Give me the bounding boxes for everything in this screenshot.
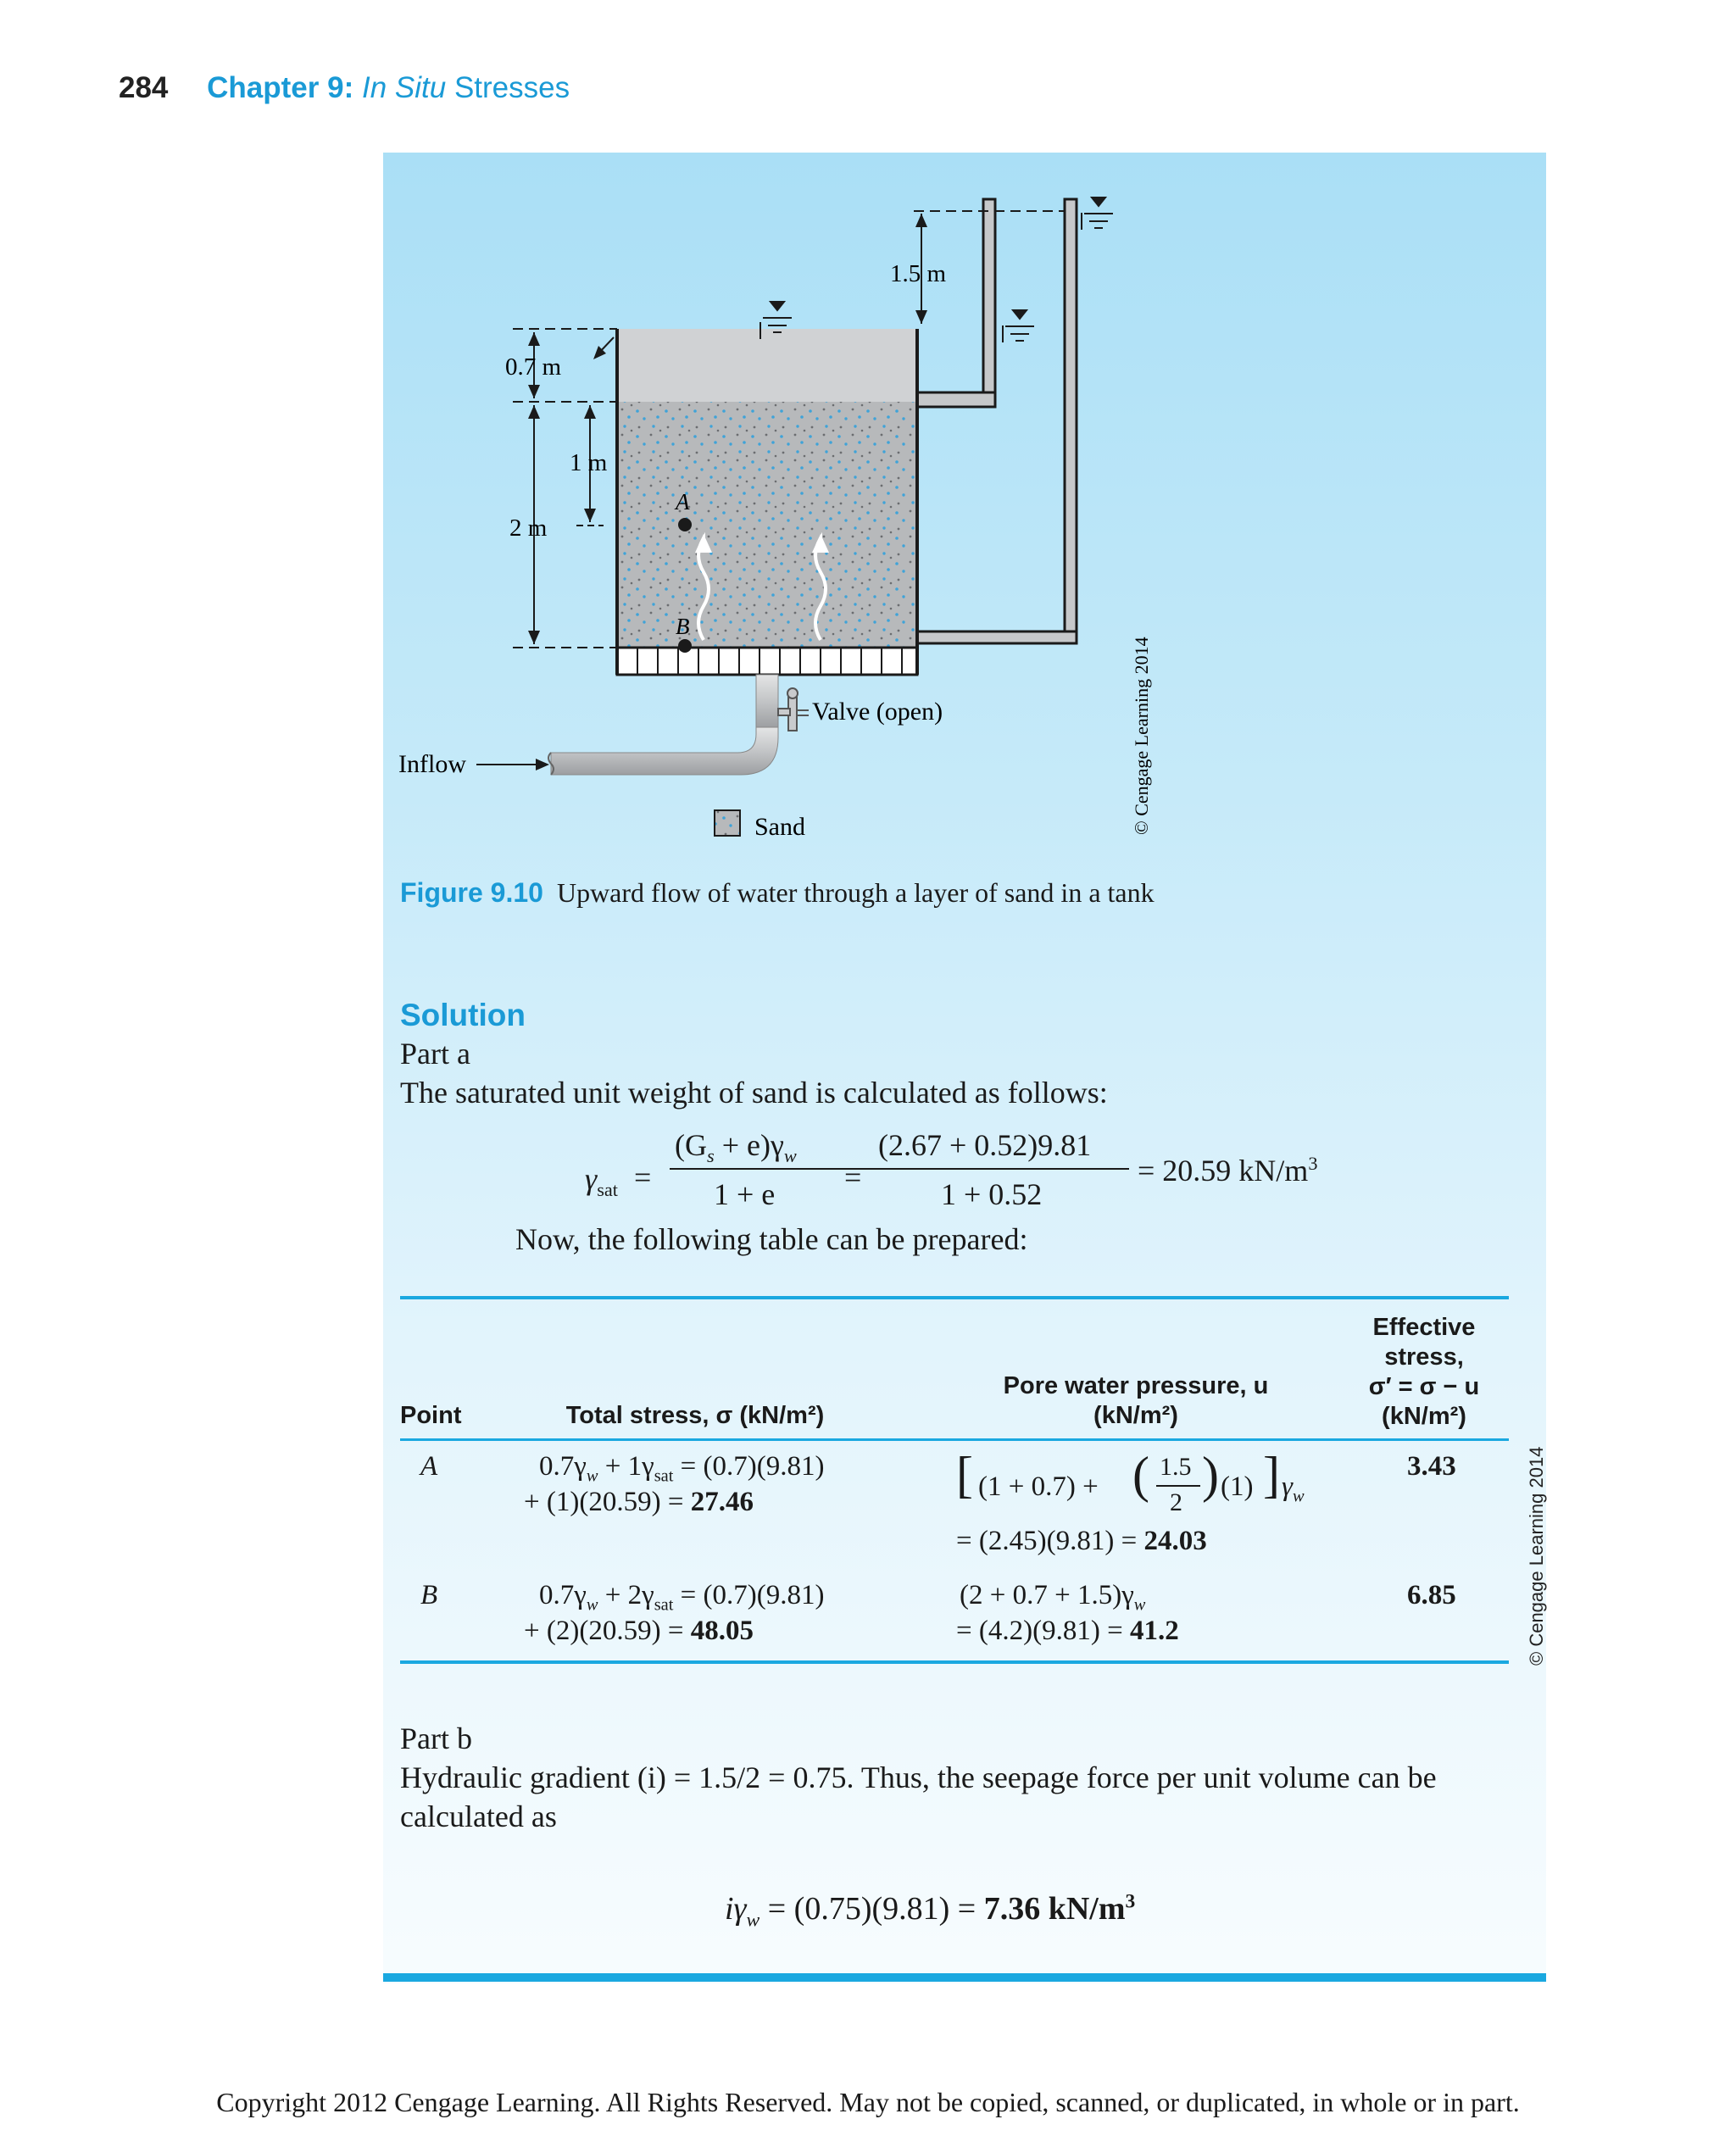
row-a-effective: 3.43: [1407, 1451, 1456, 1482]
page-number: 284: [119, 71, 169, 104]
point-b-dot: [678, 639, 692, 653]
inflow-pipe: [551, 727, 778, 775]
copyright-footer: Copyright 2012 Cengage Learning. All Rights Reserved. May not be copied, scanned, or duplicated, in whole or in part.: [216, 2087, 1520, 2117]
tank-water: [617, 329, 917, 402]
part-b-line1: Hydraulic gradient (i) = 1.5/2 = 0.75. Thus, the seepage force per unit volume can be: [400, 1760, 1437, 1794]
figure-caption: [400, 877, 1155, 909]
row-b-total-2: + (2)(20.59) = 48.05: [524, 1616, 754, 1646]
table-credit: © Cengage Learning 2014: [1526, 1446, 1547, 1666]
inflow-label: Inflow: [398, 750, 466, 778]
part-b-label: Part b: [400, 1721, 472, 1755]
eq-frac1-den: 1 + e: [714, 1177, 776, 1211]
piezometer-arm: [917, 392, 995, 407]
table-header-rule: [400, 1438, 1509, 1441]
water-level-icon: [1082, 197, 1113, 230]
equation-unit-weight: [585, 1127, 1399, 1221]
point-a-dot: [678, 518, 692, 531]
inflow-arrowhead: [536, 759, 549, 770]
figure-caption-text: Upward flow of water through a layer of sand in a tank: [556, 877, 1155, 908]
th-point: Point: [400, 1402, 462, 1429]
valve-stem: [756, 675, 778, 727]
screen: [617, 648, 917, 675]
row-b-point: B: [420, 1580, 438, 1610]
chapter-rest: Stresses: [453, 71, 570, 104]
chapter-prefix: Chapter 9:: [207, 71, 354, 104]
th-pore: Pore water pressure, u (kN/m²): [1003, 1372, 1269, 1429]
row-a-total-2: + (1)(20.59) = 27.46: [524, 1487, 754, 1517]
water-level-icon: [1003, 310, 1034, 342]
panel-bottom-rule: [383, 1973, 1546, 1982]
row-b-pore-1: $(2 + 0.7 + 1.5)\gamma_w$: [960, 1580, 1146, 1615]
point-a-label: A: [676, 489, 690, 515]
eq-frac2-num: (2.67 + 0.52)9.81: [878, 1128, 1092, 1162]
dim-15-label: 1.5 m: [890, 260, 947, 287]
part-a-label: Part a: [400, 1037, 470, 1071]
eq-frac2-den: 1 + 0.52: [941, 1177, 1043, 1211]
table-top-rule: [400, 1296, 1509, 1299]
valve-icon: [778, 688, 809, 731]
th-effective: Effective stress, σ′ = σ − u (kN/m²): [1368, 1314, 1480, 1430]
intro-text: The saturated unit weight of sand is calculated as follows:: [400, 1076, 1108, 1110]
figure-9-10: [0, 0, 1736, 865]
eq-frac1-bar: [670, 1168, 899, 1170]
part-b-line2: calculated as: [400, 1799, 557, 1833]
row-a-pore-2: = (2.45)(9.81) = 24.03: [956, 1526, 1207, 1556]
eq-lhs: $\gamma_{sat}$: [585, 1162, 618, 1201]
table-intro: Now, the following table can be prepared:: [515, 1222, 1028, 1256]
row-b-pore-2: = (4.2)(9.81) = 41.2: [956, 1616, 1179, 1646]
dim-1-label: 1 m: [570, 449, 608, 476]
row-a-point: A: [420, 1451, 438, 1482]
eq-frac1-num: $(G_s + e)\gamma_w$: [675, 1128, 797, 1167]
point-b-label: B: [676, 614, 690, 639]
tank-sand: [617, 402, 917, 648]
row-b-total-1: $0.7\gamma_w + 2\gamma_{sat} = (0.7)(9.81)$: [539, 1580, 825, 1615]
row-a-total-1: $0.7\gamma_w + 1\gamma_{sat} = (0.7)(9.81)$: [539, 1451, 825, 1486]
row-a-frac-bar: [1156, 1485, 1200, 1487]
eq-equals-2: =: [844, 1160, 862, 1194]
chapter-italic: In Situ: [361, 71, 447, 104]
standpipe-bottom-arm: [917, 631, 1077, 643]
eq-equals-1: =: [634, 1160, 652, 1194]
piezometer-short: [983, 199, 995, 394]
equation-seepage-force: $i\gamma_w = (0.75)(9.81) = 7.36$ $kN/m^3$: [725, 1890, 1136, 1932]
table-bottom-rule: [400, 1660, 1509, 1664]
row-b-effective: 6.85: [1407, 1580, 1456, 1610]
eq-frac2-bar: [875, 1168, 1129, 1170]
standpipe-tall: [1065, 199, 1077, 631]
legend-sand-label: Sand: [754, 813, 805, 841]
dim-2-label: 2 m: [509, 515, 548, 542]
legend-sand-swatch: [715, 810, 740, 836]
figure-number: Figure 9.10: [400, 877, 543, 908]
th-total: Total stress, σ (kN/m²): [565, 1402, 825, 1429]
eq-result: = 20.59 $kN/m^3$: [1138, 1153, 1318, 1188]
figure-credit: © Cengage Learning 2014: [1131, 637, 1152, 835]
solution-heading: Solution: [400, 998, 526, 1032]
valve-label: Valve (open): [812, 698, 943, 726]
dim-07-label: 0.7 m: [505, 353, 562, 381]
